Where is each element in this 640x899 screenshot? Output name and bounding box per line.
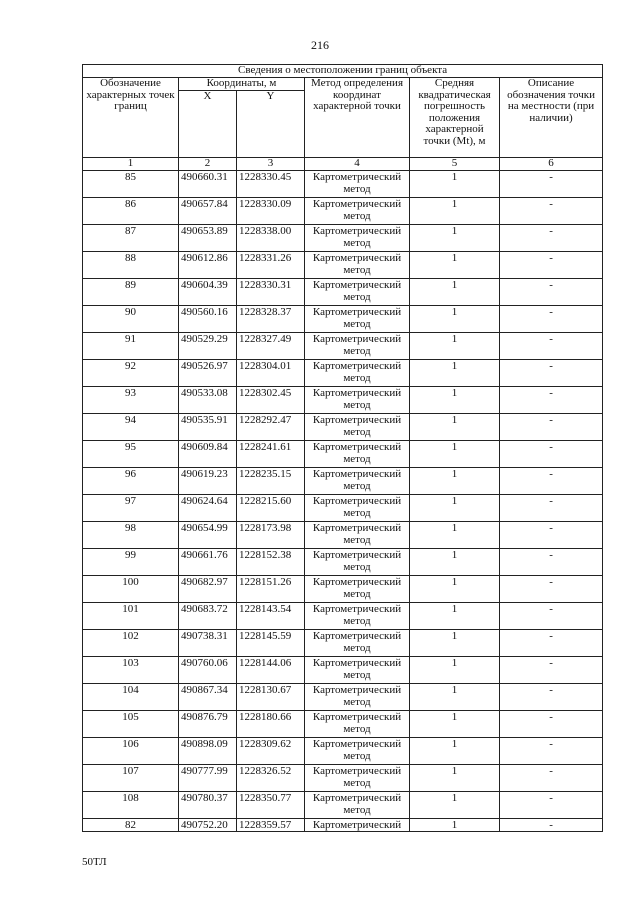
table-row bbox=[83, 360, 603, 387]
error-cell: 1 bbox=[410, 279, 500, 306]
x-coordinate-cell: 490533.08 bbox=[179, 387, 237, 414]
description-cell: - bbox=[500, 738, 603, 765]
point-id-cell: 100 bbox=[83, 576, 179, 603]
error-cell: 1 bbox=[410, 198, 500, 225]
description-cell: - bbox=[500, 171, 603, 198]
table-row bbox=[83, 684, 603, 711]
description-cell: - bbox=[500, 495, 603, 522]
error-cell: 1 bbox=[410, 603, 500, 630]
method-cell: Картометрический метод bbox=[305, 522, 410, 549]
error-cell: 1 bbox=[410, 414, 500, 441]
method-cell: Картометрический метод bbox=[305, 738, 410, 765]
error-cell: 1 bbox=[410, 252, 500, 279]
point-id-cell: 92 bbox=[83, 360, 179, 387]
y-coordinate-cell: 1228328.37 bbox=[237, 306, 305, 333]
error-cell: 1 bbox=[410, 225, 500, 252]
point-id-cell: 94 bbox=[83, 414, 179, 441]
column-number: 6 bbox=[500, 158, 603, 171]
table-row bbox=[83, 711, 603, 738]
column-number: 1 bbox=[83, 158, 179, 171]
description-cell: - bbox=[500, 333, 603, 360]
method-cell: Картометрический метод bbox=[305, 549, 410, 576]
error-cell: 1 bbox=[410, 522, 500, 549]
description-cell: - bbox=[500, 765, 603, 792]
boundary-coordinates-table bbox=[82, 64, 603, 832]
table-row bbox=[83, 495, 603, 522]
method-cell: Картометрический метод bbox=[305, 765, 410, 792]
error-cell: 1 bbox=[410, 468, 500, 495]
x-coordinate-cell: 490653.89 bbox=[179, 225, 237, 252]
error-cell: 1 bbox=[410, 387, 500, 414]
table-row bbox=[83, 414, 603, 441]
y-coordinate-cell: 1228241.61 bbox=[237, 441, 305, 468]
point-id-cell: 104 bbox=[83, 684, 179, 711]
column-number: 4 bbox=[305, 158, 410, 171]
description-cell: - bbox=[500, 657, 603, 684]
method-cell: Картометрический метод bbox=[305, 225, 410, 252]
point-id-cell: 97 bbox=[83, 495, 179, 522]
description-cell: - bbox=[500, 576, 603, 603]
y-coordinate-cell: 1228215.60 bbox=[237, 495, 305, 522]
error-cell: 1 bbox=[410, 306, 500, 333]
y-coordinate-cell: 1228326.52 bbox=[237, 765, 305, 792]
x-coordinate-cell: 490604.39 bbox=[179, 279, 237, 306]
point-id-cell: 106 bbox=[83, 738, 179, 765]
table-row bbox=[83, 468, 603, 495]
x-coordinate-cell: 490654.99 bbox=[179, 522, 237, 549]
header-y: Y bbox=[237, 91, 305, 158]
x-coordinate-cell: 490683.72 bbox=[179, 603, 237, 630]
column-number: 5 bbox=[410, 158, 500, 171]
y-coordinate-cell: 1228144.06 bbox=[237, 657, 305, 684]
point-id-cell: 89 bbox=[83, 279, 179, 306]
x-coordinate-cell: 490609.84 bbox=[179, 441, 237, 468]
error-cell: 1 bbox=[410, 819, 500, 832]
y-coordinate-cell: 1228173.98 bbox=[237, 522, 305, 549]
point-id-cell: 102 bbox=[83, 630, 179, 657]
page-number: 216 bbox=[311, 38, 329, 52]
description-cell: - bbox=[500, 711, 603, 738]
table-row bbox=[83, 549, 603, 576]
method-cell: Картометрический метод bbox=[305, 576, 410, 603]
description-cell: - bbox=[500, 360, 603, 387]
method-cell: Картометрический метод bbox=[305, 252, 410, 279]
y-coordinate-cell: 1228350.77 bbox=[237, 792, 305, 819]
method-cell: Картометрический метод bbox=[305, 387, 410, 414]
y-coordinate-cell: 1228143.54 bbox=[237, 603, 305, 630]
y-coordinate-cell: 1228302.45 bbox=[237, 387, 305, 414]
method-cell: Картометрический метод bbox=[305, 711, 410, 738]
error-cell: 1 bbox=[410, 792, 500, 819]
y-coordinate-cell: 1228235.15 bbox=[237, 468, 305, 495]
x-coordinate-cell: 490660.31 bbox=[179, 171, 237, 198]
error-cell: 1 bbox=[410, 684, 500, 711]
description-cell: - bbox=[500, 630, 603, 657]
x-coordinate-cell: 490738.31 bbox=[179, 630, 237, 657]
y-coordinate-cell: 1228145.59 bbox=[237, 630, 305, 657]
point-id-cell: 95 bbox=[83, 441, 179, 468]
table-row bbox=[83, 225, 603, 252]
point-id-cell: 98 bbox=[83, 522, 179, 549]
point-id-cell: 88 bbox=[83, 252, 179, 279]
error-cell: 1 bbox=[410, 657, 500, 684]
y-coordinate-cell: 1228330.09 bbox=[237, 198, 305, 225]
table-row bbox=[83, 522, 603, 549]
method-cell: Картометрический метод bbox=[305, 495, 410, 522]
header-method: Метод определения координат характерной точки bbox=[305, 78, 410, 158]
point-id-cell: 103 bbox=[83, 657, 179, 684]
header-x: X bbox=[179, 91, 237, 158]
x-coordinate-cell: 490619.23 bbox=[179, 468, 237, 495]
x-coordinate-cell: 490682.97 bbox=[179, 576, 237, 603]
header-point: Обозначение характерных точек границ bbox=[83, 78, 179, 158]
x-coordinate-cell: 490526.97 bbox=[179, 360, 237, 387]
point-id-cell: 87 bbox=[83, 225, 179, 252]
point-id-cell: 108 bbox=[83, 792, 179, 819]
x-coordinate-cell: 490529.29 bbox=[179, 333, 237, 360]
table-row bbox=[83, 387, 603, 414]
table-caption: Сведения о местоположении границ объекта bbox=[83, 65, 603, 78]
error-cell: 1 bbox=[410, 630, 500, 657]
method-cell: Картометрический метод bbox=[305, 468, 410, 495]
error-cell: 1 bbox=[410, 333, 500, 360]
header-error: Средняя квадратическая погрешность положения характерной точки (Mt), м bbox=[410, 78, 500, 158]
description-cell: - bbox=[500, 198, 603, 225]
error-cell: 1 bbox=[410, 171, 500, 198]
x-coordinate-cell: 490780.37 bbox=[179, 792, 237, 819]
point-id-cell: 107 bbox=[83, 765, 179, 792]
x-coordinate-cell: 490535.91 bbox=[179, 414, 237, 441]
method-cell: Картометрический метод bbox=[305, 198, 410, 225]
y-coordinate-cell: 1228130.67 bbox=[237, 684, 305, 711]
column-number: 3 bbox=[237, 158, 305, 171]
method-cell: Картометрический метод bbox=[305, 279, 410, 306]
description-cell: - bbox=[500, 414, 603, 441]
x-coordinate-cell: 490876.79 bbox=[179, 711, 237, 738]
description-cell: - bbox=[500, 387, 603, 414]
description-cell: - bbox=[500, 522, 603, 549]
point-id-cell: 96 bbox=[83, 468, 179, 495]
description-cell: - bbox=[500, 819, 603, 832]
error-cell: 1 bbox=[410, 765, 500, 792]
y-coordinate-cell: 1228152.38 bbox=[237, 549, 305, 576]
description-cell: - bbox=[500, 306, 603, 333]
error-cell: 1 bbox=[410, 441, 500, 468]
x-coordinate-cell: 490661.76 bbox=[179, 549, 237, 576]
point-id-cell: 105 bbox=[83, 711, 179, 738]
x-coordinate-cell: 490760.06 bbox=[179, 657, 237, 684]
error-cell: 1 bbox=[410, 738, 500, 765]
x-coordinate-cell: 490560.16 bbox=[179, 306, 237, 333]
description-cell: - bbox=[500, 468, 603, 495]
y-coordinate-cell: 1228338.00 bbox=[237, 225, 305, 252]
table-row bbox=[83, 657, 603, 684]
point-id-cell: 82 bbox=[83, 819, 179, 832]
description-cell: - bbox=[500, 441, 603, 468]
method-cell: Картометрический метод bbox=[305, 792, 410, 819]
method-cell: Картометрический метод bbox=[305, 603, 410, 630]
description-cell: - bbox=[500, 603, 603, 630]
table-row bbox=[83, 576, 603, 603]
method-cell: Картометрический bbox=[305, 819, 410, 832]
error-cell: 1 bbox=[410, 549, 500, 576]
point-id-cell: 99 bbox=[83, 549, 179, 576]
description-cell: - bbox=[500, 684, 603, 711]
method-cell: Картометрический метод bbox=[305, 684, 410, 711]
table-row bbox=[83, 279, 603, 306]
error-cell: 1 bbox=[410, 495, 500, 522]
method-cell: Картометрический метод bbox=[305, 333, 410, 360]
column-number: 2 bbox=[179, 158, 237, 171]
description-cell: - bbox=[500, 792, 603, 819]
error-cell: 1 bbox=[410, 711, 500, 738]
x-coordinate-cell: 490777.99 bbox=[179, 765, 237, 792]
method-cell: Картометрический метод bbox=[305, 441, 410, 468]
x-coordinate-cell: 490867.34 bbox=[179, 684, 237, 711]
x-coordinate-cell: 490612.86 bbox=[179, 252, 237, 279]
y-coordinate-cell: 1228330.45 bbox=[237, 171, 305, 198]
description-cell: - bbox=[500, 252, 603, 279]
y-coordinate-cell: 1228180.66 bbox=[237, 711, 305, 738]
y-coordinate-cell: 1228331.26 bbox=[237, 252, 305, 279]
header-coords: Координаты, м bbox=[179, 78, 305, 91]
y-coordinate-cell: 1228309.62 bbox=[237, 738, 305, 765]
footer-code: 50ТЛ bbox=[82, 856, 107, 868]
x-coordinate-cell: 490898.09 bbox=[179, 738, 237, 765]
table-row bbox=[83, 306, 603, 333]
header-description: Описание обозначения точки на местности (при наличии) bbox=[500, 78, 603, 158]
table-row bbox=[83, 819, 603, 832]
table-row bbox=[83, 441, 603, 468]
point-id-cell: 90 bbox=[83, 306, 179, 333]
method-cell: Картометрический метод bbox=[305, 414, 410, 441]
point-id-cell: 85 bbox=[83, 171, 179, 198]
table-row bbox=[83, 171, 603, 198]
method-cell: Картометрический метод bbox=[305, 630, 410, 657]
method-cell: Картометрический метод bbox=[305, 171, 410, 198]
point-id-cell: 93 bbox=[83, 387, 179, 414]
y-coordinate-cell: 1228304.01 bbox=[237, 360, 305, 387]
table-row bbox=[83, 738, 603, 765]
y-coordinate-cell: 1228359.57 bbox=[237, 819, 305, 832]
table-row bbox=[83, 198, 603, 225]
y-coordinate-cell: 1228292.47 bbox=[237, 414, 305, 441]
error-cell: 1 bbox=[410, 576, 500, 603]
x-coordinate-cell: 490752.20 bbox=[179, 819, 237, 832]
error-cell: 1 bbox=[410, 360, 500, 387]
point-id-cell: 101 bbox=[83, 603, 179, 630]
method-cell: Картометрический метод bbox=[305, 657, 410, 684]
description-cell: - bbox=[500, 549, 603, 576]
point-id-cell: 91 bbox=[83, 333, 179, 360]
method-cell: Картометрический метод bbox=[305, 306, 410, 333]
y-coordinate-cell: 1228327.49 bbox=[237, 333, 305, 360]
x-coordinate-cell: 490624.64 bbox=[179, 495, 237, 522]
y-coordinate-cell: 1228330.31 bbox=[237, 279, 305, 306]
x-coordinate-cell: 490657.84 bbox=[179, 198, 237, 225]
point-id-cell: 86 bbox=[83, 198, 179, 225]
table-row bbox=[83, 252, 603, 279]
y-coordinate-cell: 1228151.26 bbox=[237, 576, 305, 603]
table-row bbox=[83, 765, 603, 792]
description-cell: - bbox=[500, 279, 603, 306]
description-cell: - bbox=[500, 225, 603, 252]
table-row bbox=[83, 603, 603, 630]
method-cell: Картометрический метод bbox=[305, 360, 410, 387]
table-row bbox=[83, 792, 603, 819]
table-row bbox=[83, 630, 603, 657]
table-row bbox=[83, 333, 603, 360]
